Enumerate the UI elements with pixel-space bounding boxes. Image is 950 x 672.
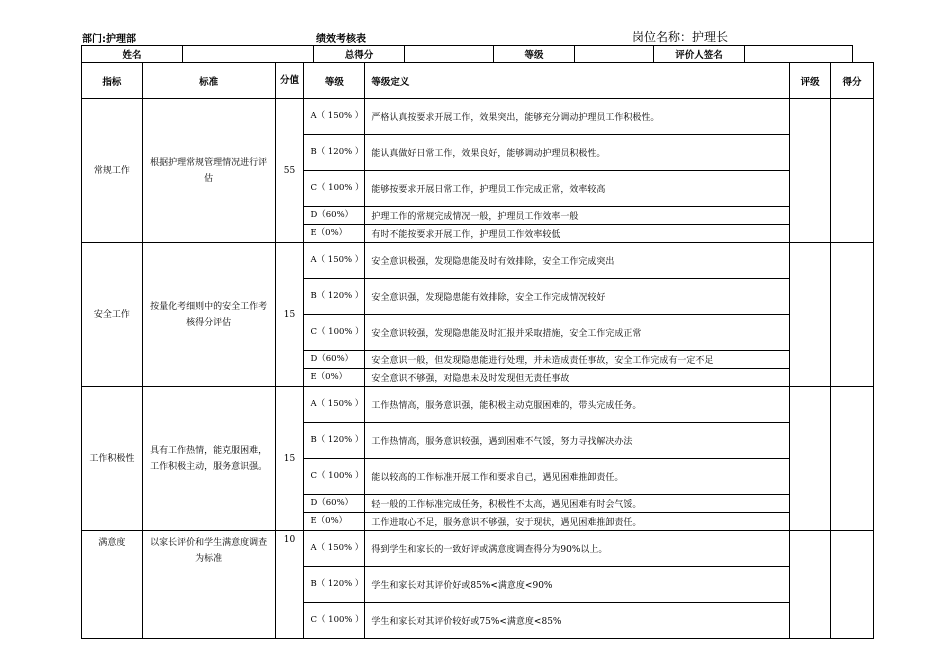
level-cell: B（ 120% ）: [304, 423, 365, 459]
standard-cell: 以家长评价和学生满意度调查为标准: [142, 531, 275, 639]
info-row-table: [81, 45, 853, 63]
signer-value[interactable]: [745, 46, 853, 63]
level-cell: D（60%）: [304, 351, 365, 369]
rating-cell[interactable]: [790, 243, 831, 387]
col-rating: 评级: [790, 63, 831, 99]
rating-cell[interactable]: [790, 531, 831, 639]
col-indicator: 指标: [82, 63, 143, 99]
level-definition-cell: 安全意识极强，发现隐患能及时有效排除，安全工作完成突出: [365, 243, 790, 279]
level-definition-cell: 工作进取心不足，服务意识不够强，安于现状，遇见困难推卸责任。: [365, 513, 790, 531]
table-row: [82, 243, 874, 279]
points-cell: 15: [275, 243, 304, 387]
level-definition-cell: 能够按要求开展日常工作，护理员工作完成正常，效率较高: [365, 171, 790, 207]
level-definition-cell: 安全意识强，发现隐患能有效排除，安全工作完成情况较好: [365, 279, 790, 315]
level-cell: D（60%）: [304, 495, 365, 513]
level-cell: B（ 120% ）: [304, 567, 365, 603]
level-definition-cell: 工作热情高，服务意识强，能积极主动克服困难的，带头完成任务。: [365, 387, 790, 423]
level-definition-cell: 护理工作的常规完成情况一般，护理员工作效率一般: [365, 207, 790, 225]
rating-cell[interactable]: [790, 387, 831, 531]
level-cell: C（ 100% ）: [304, 315, 365, 351]
department-label: 部门:护理部: [82, 34, 136, 45]
col-score: 得分: [831, 63, 874, 99]
indicator-cell: 安全工作: [82, 243, 143, 387]
grade-value[interactable]: [575, 46, 654, 63]
level-definition-cell: 学生和家长对其评价较好或75%<满意度<85%: [365, 603, 790, 639]
level-cell: A（ 150% ）: [304, 531, 365, 567]
name-value[interactable]: [183, 46, 314, 63]
level-cell: A（ 150% ）: [304, 243, 365, 279]
table-row: [82, 387, 874, 423]
col-level: 等级: [304, 63, 365, 99]
points-cell: 15: [275, 387, 304, 531]
level-cell: A（ 150% ）: [304, 387, 365, 423]
total-score-label: 总得分: [314, 46, 405, 63]
score-cell[interactable]: [831, 99, 874, 243]
level-cell: C（ 100% ）: [304, 459, 365, 495]
level-definition-cell: 轻一般的工作标准完成任务，积极性不太高，遇见困难有时会气馁。: [365, 495, 790, 513]
level-cell: C（ 100% ）: [304, 171, 365, 207]
level-definition-cell: 安全意识一般，但发现隐患能进行处理，并未造成责任事故，安全工作完成有一定不足: [365, 351, 790, 369]
indicator-cell: 工作积极性: [82, 387, 143, 531]
level-definition-cell: 安全意识较强，发现隐患能及时汇报并采取措施，安全工作完成正常: [365, 315, 790, 351]
table-row: [82, 99, 874, 135]
level-definition-cell: 安全意识不够强，对隐患未及时发现但无责任事故: [365, 369, 790, 387]
level-definition-cell: 严格认真按要求开展工作，效果突出，能够充分调动护理员工作积极性。: [365, 99, 790, 135]
points-cell: 10: [275, 531, 304, 639]
points-cell: 55: [275, 99, 304, 243]
level-cell: B（ 120% ）: [304, 279, 365, 315]
col-standard: 标准: [142, 63, 275, 99]
total-score-value[interactable]: [405, 46, 494, 63]
col-points: 分值: [275, 63, 304, 99]
assessment-table: [81, 62, 874, 639]
level-cell: E（0%）: [304, 369, 365, 387]
name-label: 姓名: [82, 46, 183, 63]
level-definition-cell: 能认真做好日常工作，效果良好，能够调动护理员积极性。: [365, 135, 790, 171]
indicator-cell: 满意度: [82, 531, 143, 639]
level-definition-cell: 能以较高的工作标准开展工作和要求自己，遇见困难推卸责任。: [365, 459, 790, 495]
level-cell: B（ 120% ）: [304, 135, 365, 171]
form-title: 绩效考核表: [316, 34, 366, 45]
level-definition-cell: 工作热情高，服务意识较强，遇到困难不气馁，努力寻找解决办法: [365, 423, 790, 459]
level-definition-cell: 有时不能按要求开展工作，护理员工作效率较低: [365, 225, 790, 243]
signer-label: 评价人签名: [654, 46, 745, 63]
score-cell[interactable]: [831, 243, 874, 387]
score-cell[interactable]: [831, 387, 874, 531]
level-cell: D（60%）: [304, 207, 365, 225]
standard-cell: 具有工作热情，能克服困难，工作积极主动，服务意识强。: [142, 387, 275, 531]
grade-label: 等级: [494, 46, 575, 63]
level-cell: A（ 150% ）: [304, 99, 365, 135]
level-definition-cell: 得到学生和家长的一致好评或满意度调查得分为90%以上。: [365, 531, 790, 567]
level-cell: C（ 100% ）: [304, 603, 365, 639]
level-cell: E（0%）: [304, 513, 365, 531]
standard-cell: 按量化考细则中的安全工作考核得分评估: [142, 243, 275, 387]
score-cell[interactable]: [831, 531, 874, 639]
position-title: 岗位名称：护理长: [632, 30, 729, 44]
rating-cell[interactable]: [790, 99, 831, 243]
level-cell: E（0%）: [304, 225, 365, 243]
indicator-cell: 常规工作: [82, 99, 143, 243]
col-level-def: 等级定义: [365, 63, 790, 99]
standard-cell: 根据护理常规管理情况进行评估: [142, 99, 275, 243]
table-row: [82, 531, 874, 567]
level-definition-cell: 学生和家长对其评价好或85%<满意度<90%: [365, 567, 790, 603]
